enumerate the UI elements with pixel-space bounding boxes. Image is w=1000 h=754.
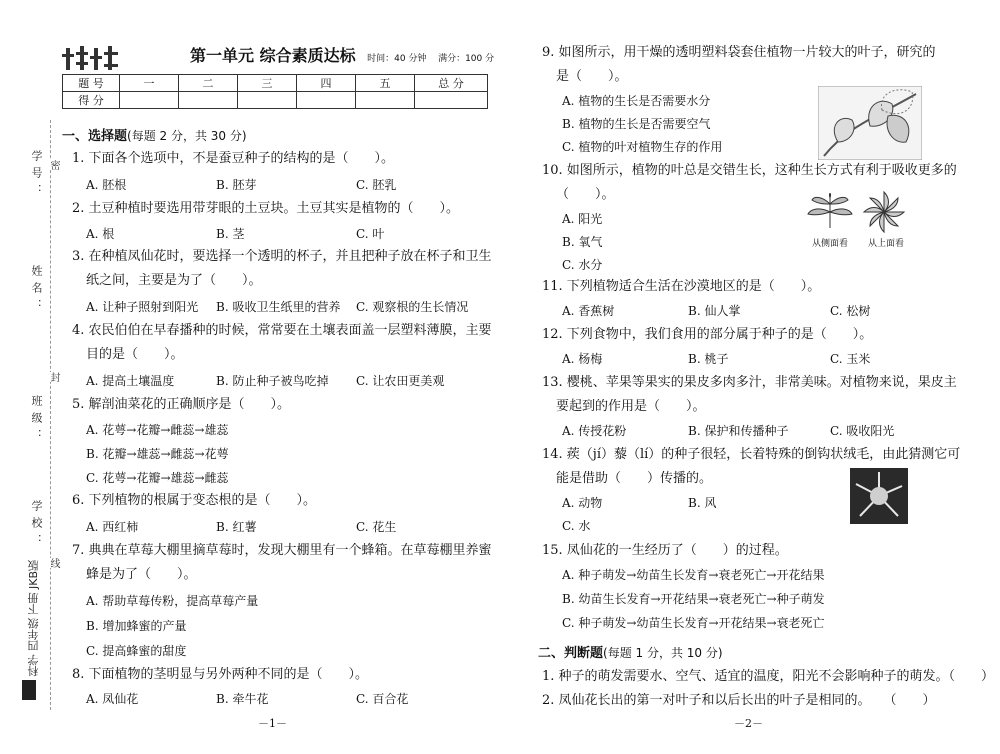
caltrop-seed-photo [850, 468, 908, 524]
option[interactable]: B. 吸收卫生纸里的营养 [216, 300, 341, 314]
option[interactable]: A. 让种子照射到阳光 [86, 300, 199, 314]
binding-rail [0, 0, 59, 754]
option[interactable]: A. 杨梅 [562, 352, 603, 366]
score-cell[interactable] [120, 92, 179, 109]
section-title: 二、判断题 [538, 646, 604, 661]
option[interactable]: C. 叶 [356, 227, 385, 241]
option[interactable]: C. 玉米 [830, 352, 871, 366]
option[interactable]: A. 种子萌发→幼苗生长发育→衰老死亡→开花结果 [562, 568, 825, 582]
option[interactable]: B. 红薯 [216, 520, 257, 534]
score-table [62, 74, 488, 109]
option[interactable]: A. 帮助草莓传粉，提高草莓产量 [86, 594, 259, 608]
score-cell[interactable] [238, 92, 297, 109]
question-stem: 10. 如图所示，植物的叶总是交错生长，这种生长方式有利于吸收更多的 [542, 163, 957, 178]
option[interactable]: A. 提高土壤温度 [86, 374, 175, 388]
question-stem: 5. 解剖油菜花的正确顺序是（ ）。 [72, 397, 291, 412]
caption-top-view: 从上面看 [868, 239, 905, 249]
option[interactable]: B. 仙人掌 [688, 304, 741, 318]
score-row-label: 得 分 [63, 92, 120, 109]
section-note: (每题 1 分，共 10 分) [603, 646, 723, 660]
option[interactable]: B. 风 [688, 496, 717, 510]
score-table-header: 总 分 [415, 75, 488, 92]
option[interactable]: B. 花瓣→雄蕊→雌蕊→花萼 [86, 447, 229, 461]
caption-side-view: 从侧面看 [812, 239, 849, 249]
score-table-header: 四 [297, 75, 356, 92]
exam-time: 时间：40 分钟 [367, 54, 427, 64]
seal-char-mi: 密 [48, 160, 59, 170]
score-table-header: 题 号 [63, 75, 120, 92]
option[interactable]: A. 胚根 [86, 178, 127, 192]
question-stem-cont: 要起到的作用是（ ）。 [556, 399, 706, 414]
question-stem: 14. 蒺（jí）藜（lí）的种子很轻，长着特殊的倒钩状绒毛，由此猜测它可 [542, 447, 961, 462]
seal-line [50, 120, 51, 710]
option[interactable]: B. 氧气 [562, 235, 603, 249]
judge-statement: 2. 凤仙花长出的第一对叶子和以后长出的叶子是相同的。 （ ） [542, 693, 936, 708]
section-note: (每题 2 分，共 30 分) [127, 129, 247, 143]
question-stem: 2. 土豆种植时要选用带芽眼的土豆块。土豆其实是植物的（ ）。 [72, 201, 460, 216]
question-stem-cont: 蜂是为了（ ）。 [86, 567, 197, 582]
score-cell[interactable] [356, 92, 415, 109]
question-stem: 11. 下列植物适合生活在沙漠地区的是（ ）。 [542, 279, 821, 294]
option[interactable]: A. 根 [86, 227, 115, 241]
seal-char-feng: 封 [48, 372, 59, 382]
exam-title [190, 43, 494, 66]
score-cell[interactable] [415, 92, 488, 109]
question-stem: 3. 在种植凤仙花时，要选择一个透明的杯子，并且把种子放在杯子和卫生 [72, 249, 492, 264]
section-choice-heading [62, 125, 247, 144]
section-judge-heading [538, 642, 723, 661]
option[interactable]: A. 西红柿 [86, 520, 139, 534]
question-stem: 6. 下列植物的根属于变态根的是（ ）。 [72, 493, 317, 508]
option[interactable]: A. 阳光 [562, 212, 603, 226]
publisher-label: 科学 四年级 下册 JKB版 [27, 560, 40, 677]
page-number-right: －2－ [734, 717, 763, 730]
question-stem: 9. 如图所示，用干燥的透明塑料袋套住植物一片较大的叶子，研究的 [542, 45, 936, 60]
option[interactable]: B. 牵牛花 [216, 692, 269, 706]
option[interactable]: C. 水 [562, 519, 591, 533]
judge-statement: 1. 种子的萌发需要水、空气、适宜的温度，阳光不会影响种子的萌发。（ ） [542, 669, 995, 684]
question-stem: 15. 凤仙花的一生经历了（ ）的过程。 [542, 543, 788, 558]
question-stem: 1. 下面各个选项中，不是蚕豆种子的结构的是（ ）。 [72, 151, 395, 166]
option[interactable]: B. 增加蜂蜜的产量 [86, 619, 187, 633]
section-title: 一、选择题 [62, 129, 128, 144]
score-table-header: 三 [238, 75, 297, 92]
series-logo [62, 40, 122, 76]
option[interactable]: C. 吸收阳光 [830, 424, 895, 438]
option[interactable]: A. 动物 [562, 496, 603, 510]
option[interactable]: C. 植物的叶对植物生存的作用 [562, 140, 723, 154]
score-table-header: 二 [179, 75, 238, 92]
option[interactable]: C. 百合花 [356, 692, 409, 706]
question-stem: 8. 下面植物的茎明显与另外两种不同的是（ ）。 [72, 667, 369, 682]
option[interactable]: C. 种子萌发→幼苗生长发育→开花结果→衰老死亡 [562, 616, 825, 630]
score-table-header: 五 [356, 75, 415, 92]
option[interactable]: B. 防止种子被鸟吃掉 [216, 374, 329, 388]
leaf-side-view-illustration [806, 192, 854, 232]
option[interactable]: C. 提高蜂蜜的甜度 [86, 644, 187, 658]
option[interactable]: B. 胚芽 [216, 178, 257, 192]
seal-char-xian: 线 [48, 558, 59, 568]
question-stem-cont: 能是借助（ ）传播的。 [556, 471, 713, 486]
option[interactable]: C. 水分 [562, 258, 603, 272]
option[interactable]: C. 松树 [830, 304, 871, 318]
label-name: 姓名： [30, 265, 43, 316]
page-number-left: －1－ [258, 717, 287, 730]
option[interactable]: A. 香蕉树 [562, 304, 615, 318]
option[interactable]: C. 胚乳 [356, 178, 397, 192]
publisher-logo [22, 680, 36, 700]
plant-bag-illustration [818, 86, 922, 160]
exam-score: 满分：100 分 [438, 54, 495, 64]
option[interactable]: B. 幼苗生长发育→开花结果→衰老死亡→种子萌发 [562, 592, 825, 606]
score-table-header: 一 [120, 75, 179, 92]
option[interactable]: B. 植物的生长是否需要空气 [562, 117, 711, 131]
question-stem-cont: （ ）。 [556, 187, 615, 202]
question-stem: 12. 下列食物中，我们食用的部分属于种子的是（ ）。 [542, 327, 873, 342]
label-school: 学校： [30, 500, 43, 551]
question-stem-cont: 是（ ）。 [556, 69, 628, 84]
leaf-top-view-illustration [862, 190, 906, 234]
option[interactable]: B. 茎 [216, 227, 245, 241]
score-cell[interactable] [297, 92, 356, 109]
question-stem-cont: 目的是（ ）。 [86, 347, 184, 362]
option[interactable]: A. 花萼→花瓣→雌蕊→雄蕊 [86, 423, 229, 437]
option[interactable]: A. 植物的生长是否需要水分 [562, 94, 711, 108]
option[interactable]: B. 保护和传播种子 [688, 424, 789, 438]
option[interactable]: C. 花生 [356, 520, 397, 534]
option[interactable]: A. 传授花粉 [562, 424, 627, 438]
option[interactable]: B. 桃子 [688, 352, 729, 366]
question-stem: 4. 农民伯伯在早春播种的时候，常常要在土壤表面盖一层塑料薄膜，主要 [72, 323, 492, 338]
question-stem: 13. 樱桃、苹果等果实的果皮多肉多汁，非常美味。对植物来说，果皮主 [542, 375, 957, 390]
option[interactable]: C. 让农田更美观 [356, 374, 445, 388]
option[interactable]: C. 花萼→花瓣→雄蕊→雌蕊 [86, 471, 229, 485]
question-stem-cont: 纸之间，主要是为了（ ）。 [86, 273, 262, 288]
option[interactable]: A. 凤仙花 [86, 692, 139, 706]
label-class: 班级： [30, 395, 43, 446]
title-text: 第一单元 综合素质达标 [190, 46, 356, 65]
label-student-id: 学号： [30, 150, 43, 201]
score-cell[interactable] [179, 92, 238, 109]
question-stem: 7. 典典在草莓大棚里摘草莓时，发现大棚里有一个蜂箱。在草莓棚里养蜜 [72, 543, 492, 558]
option[interactable]: C. 观察根的生长情况 [356, 300, 469, 314]
